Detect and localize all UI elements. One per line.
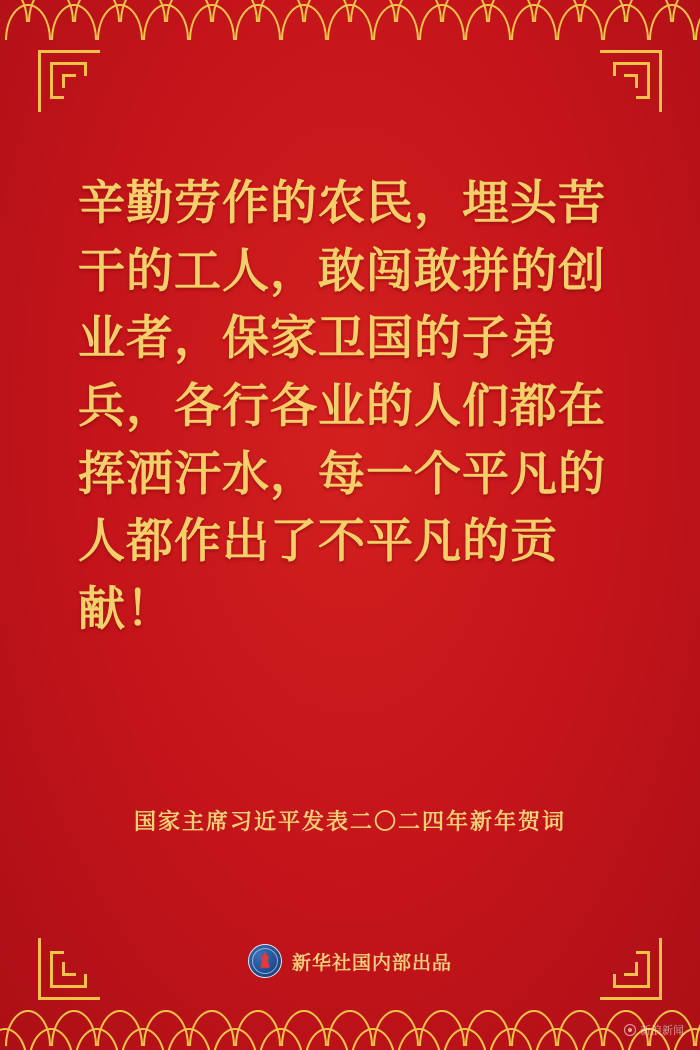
poster-subtitle: 国家主席习近平发表二〇二四年新年贺词	[133, 810, 566, 835]
xinhua-badge-icon	[248, 944, 282, 978]
watermark-label: 新浪新闻	[640, 1024, 684, 1037]
publisher-row	[0, 944, 700, 978]
publisher-label: 新华社国内部出品	[291, 951, 452, 974]
main-quote-text: 辛勤劳作的农民，埋头苦干的工人，敢闯敢拼的创业者，保家卫国的子弟兵，各行各业的人们都在挥洒汗水，每一个平凡的人都作出了不平凡的贡献！	[78, 176, 606, 638]
watermark	[624, 1022, 684, 1038]
weibo-eye-icon	[624, 1024, 636, 1036]
